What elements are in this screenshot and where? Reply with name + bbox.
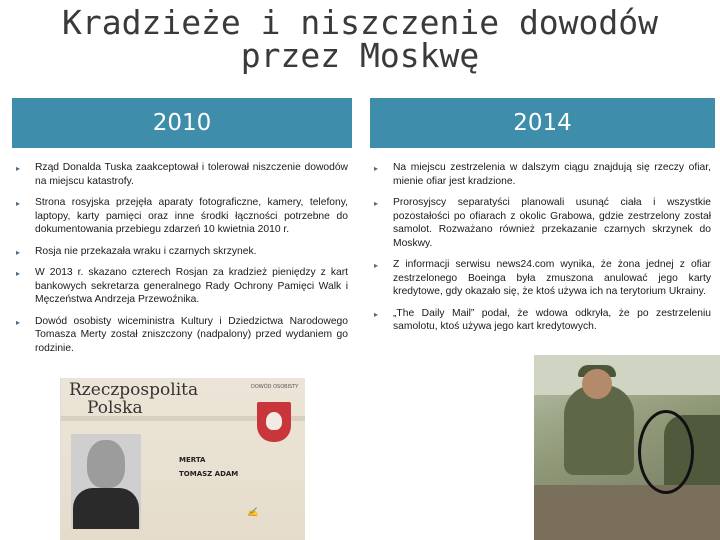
portrait-head (87, 440, 125, 488)
id-card-surname: MERTA (179, 456, 206, 464)
photo-ground (534, 485, 720, 540)
column-header-2010: 2010 (12, 98, 352, 148)
id-card-country-line2: Polska (87, 398, 143, 418)
bullet-list-2014 (370, 161, 715, 334)
bullet-list-2010 (12, 161, 352, 355)
list-item: ▸ Prorosyjscy separatyści planowali usunąć ciała i wszystkie pozostałości po ofiarach z okolic Grabowa, gdzie zestrzelony został samolot. Rozważano również przekazanie czarnych skrzynek do Moskwy. (374, 197, 711, 249)
list-item: ▸ „The Daily Mail” podał, że wdowa odkryła, że po zestrzeleniu samolotu, ktoś używa jego kart kredytowych. (374, 307, 711, 332)
bullet-icon: ▸ (374, 199, 379, 208)
photo-background (534, 355, 720, 395)
list-item: ▸ W 2013 r. skazano czterech Rosjan za kradzież pieniędzy z kart bankowych sekretarza generalnego Rady Ochrony Pamięci Walk i Męczeństwa Andrzeja Przewoźnika. (16, 267, 348, 305)
soldiers-photo (534, 355, 720, 540)
list-item: ▸ Z informacji serwisu news24.com wynika, że żona jednej z ofiar zestrzelonego Boeinga była zmuszona anulować jego karty kredytowe, gdy okazało się, że ktoś używa ich na terytorium Ukrainy. (374, 259, 711, 297)
column-2010 (12, 161, 352, 363)
list-item: ▸ Rząd Donalda Tuska zaakceptował i tolerował niszczenie dowodów na miejscu katastrofy. (16, 162, 348, 187)
column-2014 (370, 161, 715, 342)
bullet-icon: ▸ (16, 317, 21, 327)
bullet-icon: ▸ (16, 269, 21, 278)
bullet-icon: ▸ (16, 247, 21, 257)
soldier-head (582, 369, 612, 399)
portrait-suit (73, 488, 139, 529)
slide-title (0, 3, 720, 75)
bullet-icon: ▸ (374, 164, 379, 173)
highlight-circle (638, 410, 694, 494)
list-item: ▸ Strona rosyjska przejęła aparaty fotograficzne, kamery, telefony, laptopy, karty pamięci oraz inne środki łączności potrzebne do dokumentowania przebiegu zdarzeń 10 kwietnia 2010 r. (16, 197, 348, 235)
bullet-icon: ▸ (16, 164, 21, 173)
column-header-2014: 2014 (370, 98, 715, 148)
id-card-photo (60, 378, 305, 540)
signature-mark: ✍ (247, 508, 259, 518)
list-item: ▸ Rosja nie przekazała wraku i czarnych skrzynek. (12, 245, 352, 259)
id-card-country-line1: Rzeczpospolita (69, 380, 199, 400)
bullet-icon: ▸ (374, 309, 379, 319)
list-item: ▸ Dowód osobisty wiceministra Kultury i Dziedzictwa Narodowego Tomasza Merty został zniszczony (nadpalony) przed wydaniem go rodzinie. (16, 315, 348, 354)
bullet-icon: ▸ (16, 199, 21, 208)
list-item: ▸ Na miejscu zestrzelenia w dalszym ciągu znajdują się rzeczy ofiar, mienie ofiar jest kradzione. (374, 162, 711, 187)
bullet-icon: ▸ (374, 261, 379, 270)
id-card-given-names: TOMASZ ADAM (179, 470, 239, 478)
eagle-emblem-icon (257, 402, 291, 442)
id-card-doc-label: DOWÓD OSOBISTY (251, 384, 299, 390)
slide-title-line2: przez Moskwę (240, 36, 480, 75)
slide-title-line1: Kradzieże i niszczenie dowodów (61, 3, 659, 42)
